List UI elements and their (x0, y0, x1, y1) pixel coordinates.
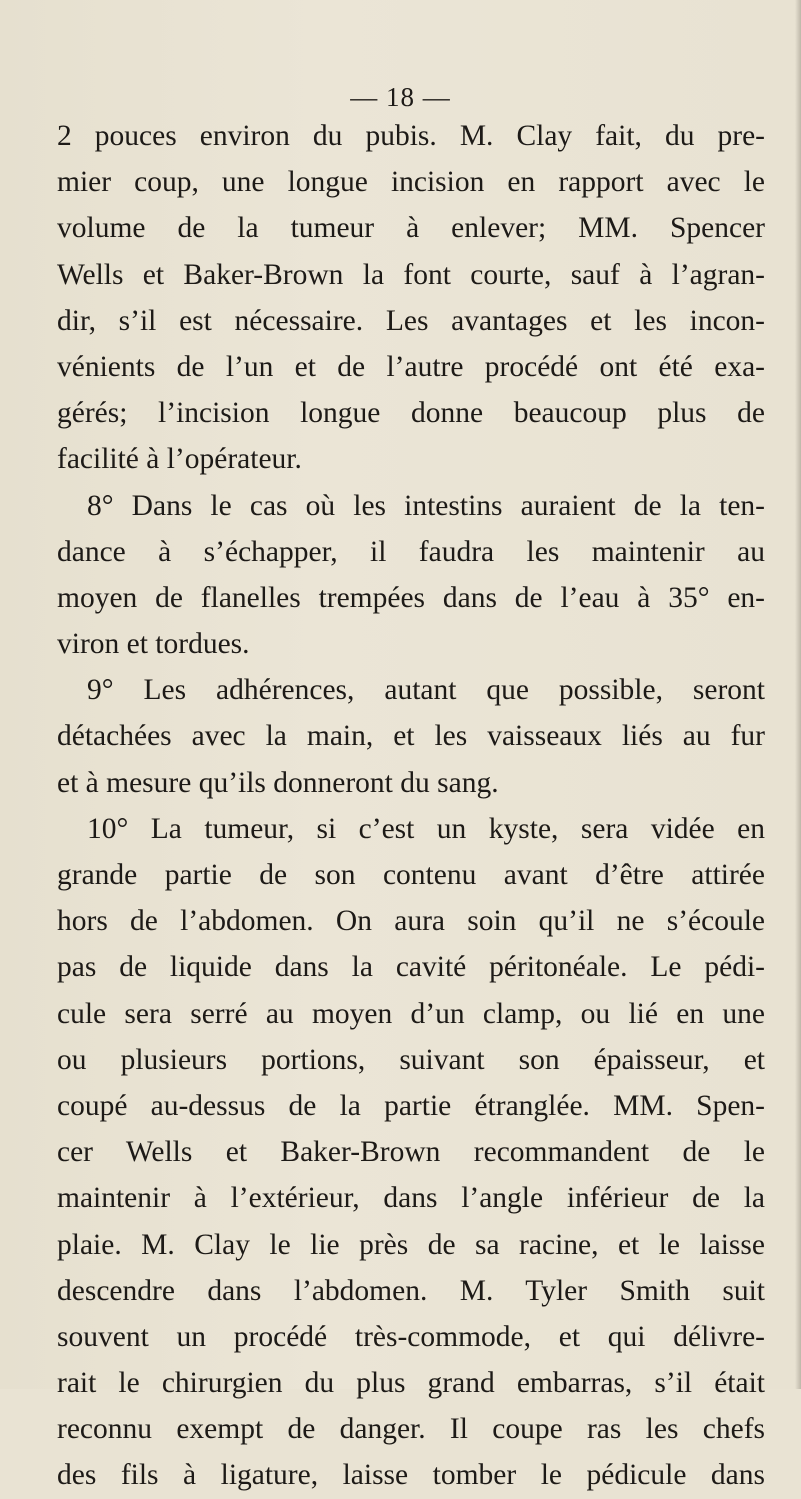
text-line: dir, s’il est nécessaire. Les avantages et les incon- (57, 304, 765, 337)
page-text (57, 113, 765, 1499)
text-line: 9° Les adhérences, autant que possible, seront (87, 674, 765, 707)
text-line: hors de l’abdomen. On aura soin qu’il ne s’écoule (57, 905, 765, 938)
text-line: mier coup, une longue incision en rapport avec le (57, 166, 765, 199)
text-line: grande partie de son contenu avant d’être attirée (57, 859, 765, 891)
text-line: cer Wells et Baker-Brown recommandent de le (57, 1136, 765, 1169)
text-line: et à mesure qu’ils donneront du sang. (57, 766, 499, 799)
text-line: vénients de l’un et de l’autre procédé ont été exa- (57, 350, 765, 383)
text-line: rait le chirurgien du plus grand embarras, s’il était (57, 1367, 765, 1400)
text-line: 8° Dans le cas où les intestins auraient de la ten- (87, 489, 765, 522)
text-line: 2 pouces environ du pubis. M. Clay fait, du pre- (57, 120, 765, 152)
text-line: viron et tordues. (57, 628, 250, 661)
text-line: pas de liquide dans la cavité péritonéale. Le pédi- (57, 951, 765, 984)
text-line: coupé au-dessus de la partie étranglée. MM. Spen- (57, 1089, 765, 1122)
text-line: 10° La tumeur, si c’est un kyste, sera vidée en (87, 812, 765, 845)
text-line: plaie. M. Clay le lie près de sa racine, et le laisse (57, 1228, 765, 1261)
text-line: facilité à l’opérateur. (57, 443, 302, 476)
text-line: souvent un procédé très-commode, et qui délivre- (57, 1320, 765, 1353)
text-line: détachées avec la main, et les vaisseaux liés au fur (57, 720, 765, 753)
text-line: descendre dans l’abdomen. M. Tyler Smith suit (57, 1274, 765, 1307)
text-line: volume de la tumeur à enlever; MM. Spencer (57, 212, 765, 245)
text-line: moyen de flanelles trempées dans de l’eau à 35° en- (57, 581, 765, 614)
text-line: reconnu exempt de danger. Il coupe ras les chefs (57, 1413, 765, 1446)
text-line: gérés; l’incision longue donne beaucoup plus de (57, 397, 765, 430)
page-edge-shadow (795, 0, 801, 1389)
page-number: — 18 — (350, 82, 451, 112)
text-line: des fils à ligature, laisse tomber le pédicule dans (57, 1459, 765, 1492)
text-line: maintenir à l’extérieur, dans l’angle inférieur de la (57, 1182, 765, 1215)
text-line: dance à s’échapper, il faudra les maintenir au (57, 535, 765, 568)
text-line: ou plusieurs portions, suivant son épaisseur, et (57, 1043, 765, 1076)
text-line: cule sera serré au moyen d’un clamp, ou lié en une (57, 997, 765, 1030)
text-line: Wells et Baker-Brown la font courte, sauf à l’agran- (57, 258, 765, 291)
